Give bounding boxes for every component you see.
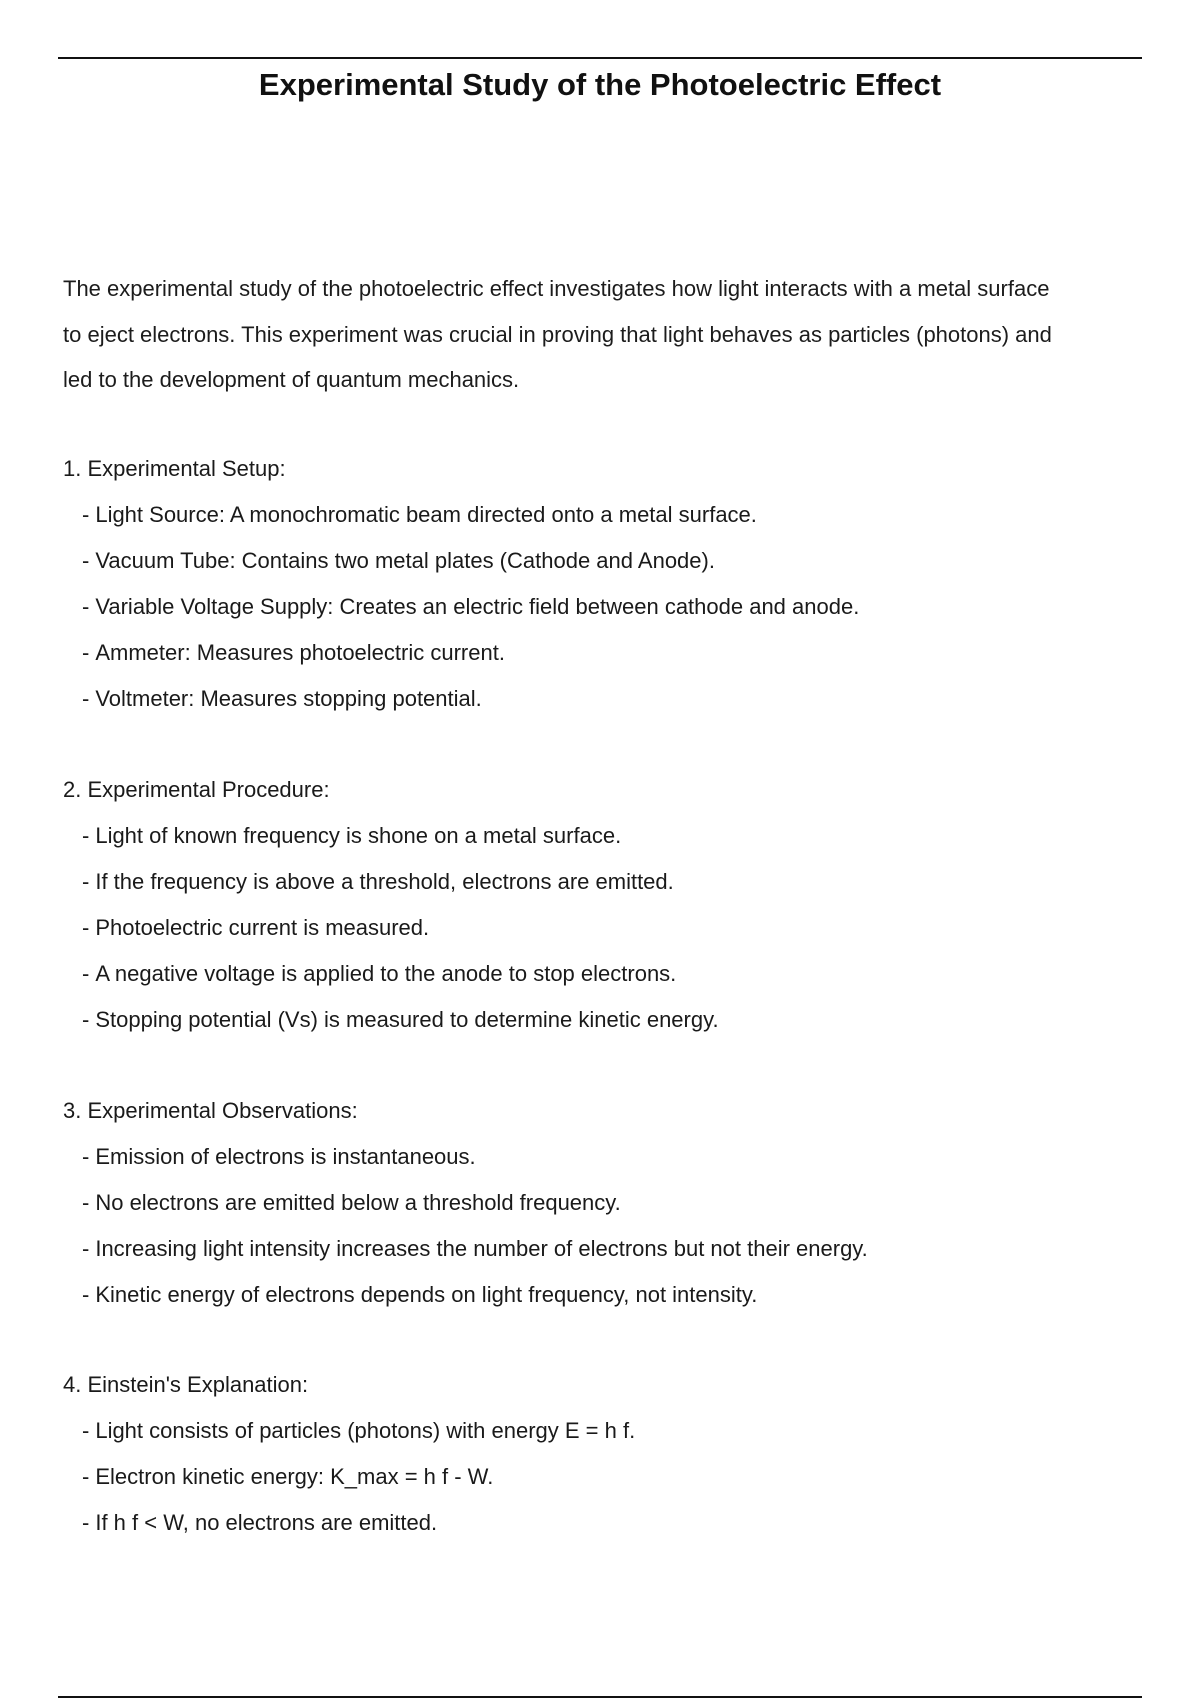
bullet-list (63, 1408, 1123, 1546)
bullet-dash: - (82, 1190, 90, 1215)
top-rule (58, 57, 1142, 59)
bullet-dash: - (82, 502, 90, 527)
section-einstein-explanation (63, 1362, 1123, 1546)
list-item (63, 676, 1123, 722)
list-item (63, 813, 1123, 859)
bullet-dash: - (82, 1236, 90, 1261)
section-heading: 4. Einstein's Explanation: (63, 1372, 309, 1397)
bullet-dash: - (82, 1418, 90, 1443)
list-item (63, 538, 1123, 584)
list-item-text: Vacuum Tube: Contains two metal plates (Cathode and Anode). (95, 548, 715, 573)
list-item (63, 584, 1123, 630)
list-item (63, 1272, 1123, 1318)
section-heading: 2. Experimental Procedure: (63, 777, 330, 802)
section-experimental-procedure (63, 767, 1123, 1043)
bottom-rule (58, 1696, 1142, 1698)
list-item-text: Stopping potential (Vs) is measured to determine kinetic energy. (95, 1007, 719, 1032)
section-heading: 1. Experimental Setup: (63, 456, 286, 481)
list-item (63, 951, 1123, 997)
bullet-dash: - (82, 1007, 90, 1032)
bullet-dash: - (82, 594, 90, 619)
list-item-text: Electron kinetic energy: K_max = h f - W. (95, 1464, 494, 1489)
section-heading: 3. Experimental Observations: (63, 1098, 358, 1123)
list-item-text: Light of known frequency is shone on a metal surface. (95, 823, 622, 848)
bullet-dash: - (82, 640, 90, 665)
list-item (63, 997, 1123, 1043)
section-experimental-setup (63, 446, 1123, 722)
bullet-dash: - (82, 1282, 90, 1307)
section-experimental-observations (63, 1088, 1123, 1318)
bullet-dash: - (82, 686, 90, 711)
list-item-text: Photoelectric current is measured. (95, 915, 430, 940)
list-item-text: Variable Voltage Supply: Creates an electric field between cathode and anode. (95, 594, 860, 619)
bullet-dash: - (82, 1144, 90, 1169)
bullet-dash: - (82, 961, 90, 986)
bullet-dash: - (82, 548, 90, 573)
bullet-dash: - (82, 869, 90, 894)
list-item (63, 859, 1123, 905)
bullet-dash: - (82, 915, 90, 940)
list-item (63, 1180, 1123, 1226)
list-item (63, 1134, 1123, 1180)
list-item-text: If h f < W, no electrons are emitted. (95, 1510, 438, 1535)
list-item-text: Light consists of particles (photons) with energy E = h f. (95, 1418, 636, 1443)
list-item (63, 905, 1123, 951)
list-item-text: Increasing light intensity increases the number of electrons but not their energy. (95, 1236, 868, 1261)
bullet-dash: - (82, 1510, 90, 1535)
list-item (63, 630, 1123, 676)
bullet-list (63, 813, 1123, 1043)
intro-paragraph: The experimental study of the photoelectric effect investigates how light interacts with a metal surface to eject electrons. This experiment was crucial in proving that light behaves as particles (photons) and led to the development of quantum mechanics. (63, 276, 1052, 392)
list-item-text: Voltmeter: Measures stopping potential. (95, 686, 482, 711)
document-title: Experimental Study of the Photoelectric Effect (258, 67, 942, 102)
list-item-text: Kinetic energy of electrons depends on light frequency, not intensity. (95, 1282, 758, 1307)
list-item (63, 1500, 1123, 1546)
list-item-text: Light Source: A monochromatic beam directed onto a metal surface. (95, 502, 757, 527)
bullet-dash: - (82, 1464, 90, 1489)
list-item (63, 1408, 1123, 1454)
list-item (63, 1454, 1123, 1500)
list-item-text: Ammeter: Measures photoelectric current. (95, 640, 505, 665)
list-item (63, 492, 1123, 538)
bullet-list (63, 492, 1123, 722)
list-item (63, 1226, 1123, 1272)
bullet-dash: - (82, 823, 90, 848)
list-item-text: No electrons are emitted below a threshold frequency. (95, 1190, 621, 1215)
bullet-list (63, 1134, 1123, 1318)
list-item-text: If the frequency is above a threshold, electrons are emitted. (95, 869, 674, 894)
list-item-text: Emission of electrons is instantaneous. (95, 1144, 476, 1169)
list-item-text: A negative voltage is applied to the anode to stop electrons. (95, 961, 677, 986)
